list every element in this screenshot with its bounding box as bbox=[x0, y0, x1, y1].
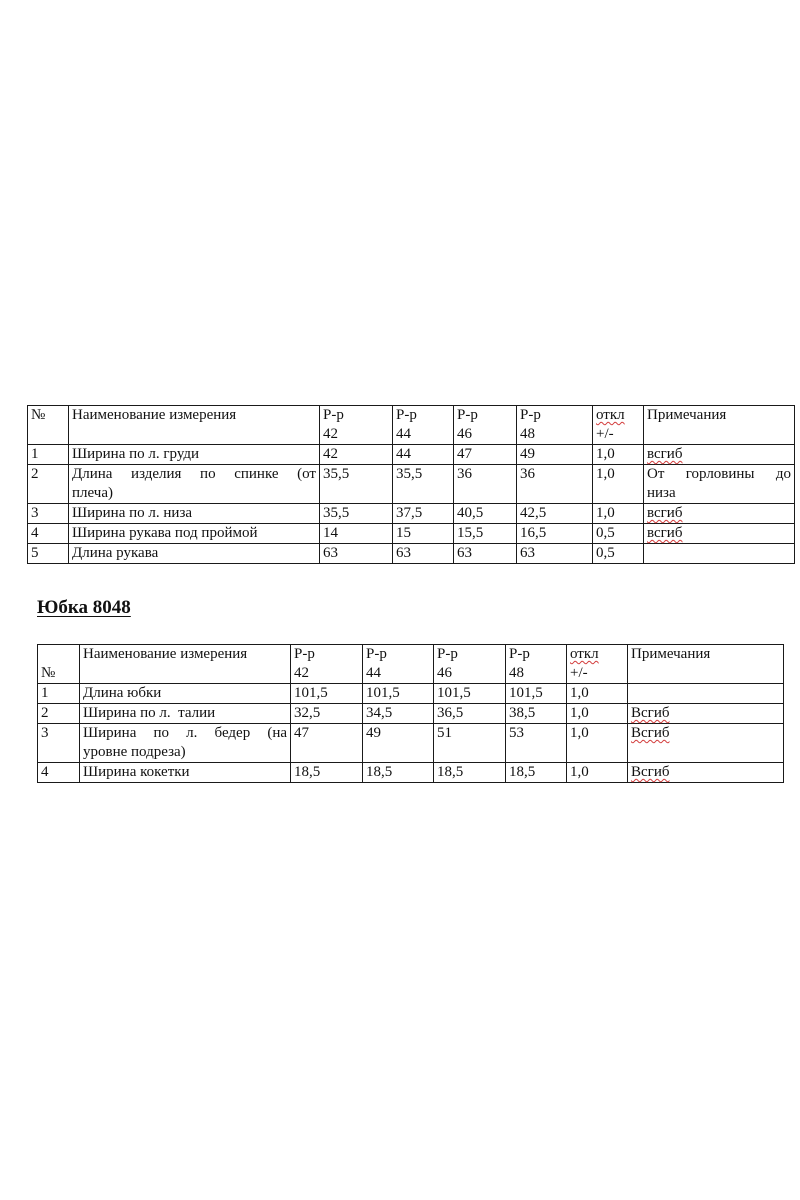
header-notes: Примечания bbox=[644, 406, 795, 445]
row-note: Всгиб bbox=[628, 763, 784, 783]
table-row bbox=[38, 684, 784, 704]
measurements-table-top bbox=[27, 405, 795, 564]
header-size-42: Р-р 42 bbox=[320, 406, 393, 445]
row-value: 101,5 bbox=[291, 684, 363, 704]
row-value: 14 bbox=[320, 524, 393, 544]
row-name: Ширина по л. талии bbox=[80, 704, 291, 724]
row-value: 101,5 bbox=[434, 684, 506, 704]
table-row bbox=[28, 524, 795, 544]
row-num: 5 bbox=[28, 544, 69, 564]
row-value: 51 bbox=[434, 724, 506, 763]
row-value: 35,5 bbox=[320, 465, 393, 504]
table-row bbox=[28, 544, 795, 564]
row-name: Ширина по л. низа bbox=[69, 504, 320, 524]
header-notes: Примечания bbox=[628, 645, 784, 684]
row-name: Ширина по л. бедер (на уровне подреза) bbox=[80, 724, 291, 763]
row-value: 16,5 bbox=[517, 524, 593, 544]
row-value: 37,5 bbox=[393, 504, 454, 524]
row-value: 63 bbox=[517, 544, 593, 564]
row-note: всгиб bbox=[644, 504, 795, 524]
row-num: 3 bbox=[38, 724, 80, 763]
row-value: 35,5 bbox=[393, 465, 454, 504]
row-value: 63 bbox=[454, 544, 517, 564]
table-row bbox=[38, 724, 784, 763]
table-row bbox=[38, 763, 784, 783]
row-num: 3 bbox=[28, 504, 69, 524]
row-tolerance: 1,0 bbox=[593, 445, 644, 465]
row-num: 4 bbox=[28, 524, 69, 544]
table-header-row bbox=[28, 406, 795, 445]
row-note: Всгиб bbox=[628, 724, 784, 763]
row-value: 101,5 bbox=[506, 684, 567, 704]
header-tolerance: откл +/- bbox=[567, 645, 628, 684]
row-tolerance: 1,0 bbox=[567, 704, 628, 724]
row-value: 36,5 bbox=[434, 704, 506, 724]
row-value: 38,5 bbox=[506, 704, 567, 724]
row-num: 2 bbox=[38, 704, 80, 724]
header-size-48: Р-р 48 bbox=[506, 645, 567, 684]
row-note: всгиб bbox=[644, 445, 795, 465]
row-value: 18,5 bbox=[434, 763, 506, 783]
row-value: 15 bbox=[393, 524, 454, 544]
header-size-44: Р-р 44 bbox=[363, 645, 434, 684]
row-name: Длина юбки bbox=[80, 684, 291, 704]
header-name: Наименование измерения bbox=[80, 645, 291, 684]
row-value: 36 bbox=[517, 465, 593, 504]
row-value: 18,5 bbox=[363, 763, 434, 783]
row-value: 18,5 bbox=[291, 763, 363, 783]
header-size-46: Р-р 46 bbox=[454, 406, 517, 445]
row-note bbox=[644, 544, 795, 564]
header-num: № bbox=[28, 406, 69, 445]
row-note: всгиб bbox=[644, 524, 795, 544]
row-value: 47 bbox=[291, 724, 363, 763]
row-tolerance: 1,0 bbox=[593, 465, 644, 504]
header-size-46: Р-р 46 bbox=[434, 645, 506, 684]
row-value: 53 bbox=[506, 724, 567, 763]
section-title-skirt: Юбка 8048 bbox=[37, 597, 131, 618]
row-name: Ширина по л. груди bbox=[69, 445, 320, 465]
table-row bbox=[28, 465, 795, 504]
row-value: 40,5 bbox=[454, 504, 517, 524]
row-note: От горловины до низа bbox=[644, 465, 795, 504]
row-tolerance: 1,0 bbox=[567, 684, 628, 704]
row-value: 49 bbox=[363, 724, 434, 763]
table-row bbox=[28, 445, 795, 465]
row-tolerance: 1,0 bbox=[593, 504, 644, 524]
row-tolerance: 0,5 bbox=[593, 524, 644, 544]
header-size-42: Р-р 42 bbox=[291, 645, 363, 684]
row-name: Длина изделия по спинке (от плеча) bbox=[69, 465, 320, 504]
row-value: 32,5 bbox=[291, 704, 363, 724]
table-header-row bbox=[38, 645, 784, 684]
row-name: Ширина кокетки bbox=[80, 763, 291, 783]
table-row bbox=[28, 504, 795, 524]
row-value: 47 bbox=[454, 445, 517, 465]
header-tolerance: откл +/- bbox=[593, 406, 644, 445]
row-value: 42,5 bbox=[517, 504, 593, 524]
row-tolerance: 1,0 bbox=[567, 724, 628, 763]
row-value: 34,5 bbox=[363, 704, 434, 724]
row-num: 4 bbox=[38, 763, 80, 783]
row-value: 49 bbox=[517, 445, 593, 465]
row-num: 2 bbox=[28, 465, 69, 504]
header-name: Наименование измерения bbox=[69, 406, 320, 445]
row-name: Длина рукава bbox=[69, 544, 320, 564]
row-value: 44 bbox=[393, 445, 454, 465]
row-value: 101,5 bbox=[363, 684, 434, 704]
measurements-table-skirt bbox=[37, 644, 784, 783]
header-size-48: Р-р 48 bbox=[517, 406, 593, 445]
header-num: № bbox=[38, 645, 80, 684]
row-num: 1 bbox=[38, 684, 80, 704]
row-tolerance: 0,5 bbox=[593, 544, 644, 564]
row-value: 15,5 bbox=[454, 524, 517, 544]
row-value: 36 bbox=[454, 465, 517, 504]
table-row bbox=[38, 704, 784, 724]
row-note bbox=[628, 684, 784, 704]
row-value: 35,5 bbox=[320, 504, 393, 524]
header-size-44: Р-р 44 bbox=[393, 406, 454, 445]
row-value: 18,5 bbox=[506, 763, 567, 783]
row-num: 1 bbox=[28, 445, 69, 465]
row-value: 63 bbox=[393, 544, 454, 564]
row-value: 63 bbox=[320, 544, 393, 564]
row-value: 42 bbox=[320, 445, 393, 465]
row-name: Ширина рукава под проймой bbox=[69, 524, 320, 544]
row-tolerance: 1,0 bbox=[567, 763, 628, 783]
row-note: Всгиб bbox=[628, 704, 784, 724]
